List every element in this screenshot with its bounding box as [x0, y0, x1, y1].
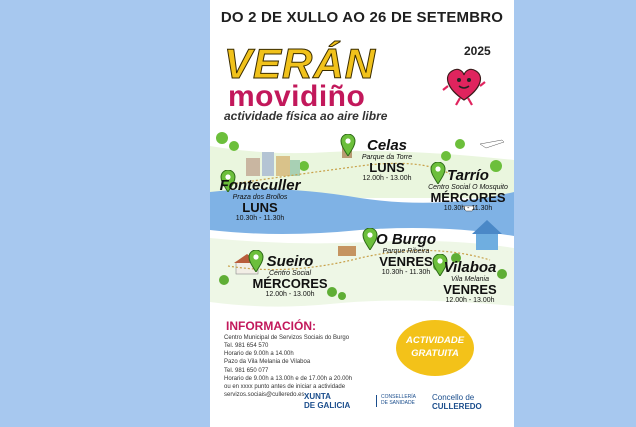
location-day: LUNS [242, 200, 278, 216]
location-time: 12.00h - 13.00h [265, 290, 315, 298]
location-place: Praza dos Brollos [232, 193, 288, 201]
title-movidino: movidiño [228, 80, 366, 113]
route-map [210, 126, 514, 320]
concello-logo [432, 393, 482, 411]
location-day: VENRES [379, 254, 433, 270]
info-line: Horario de 9.00h a 13.00h e de 17.00h a 20.00h [224, 375, 353, 382]
location-name: Tarrío [447, 167, 489, 184]
badge-line: ACTIVIDADE [405, 335, 465, 347]
logo-text: CONSELLERÍA [381, 394, 417, 400]
info-line: Tel. 981 654 570 [224, 343, 269, 350]
poster-subtitle: actividade física ao aire libre [224, 109, 388, 123]
logo-text: XUNTA [304, 392, 331, 401]
dates-heading: DO 2 DE XULLO AO 26 DE SETEMBRO [220, 9, 504, 26]
location-name: Fonteculler [219, 177, 301, 194]
info-line: ou en xxxx punto antes de iniciar a actividade [224, 383, 346, 390]
location-place: Parque Ribeira [382, 247, 430, 255]
location-name: Sueiro [266, 253, 314, 270]
location-day: VENRES [443, 282, 497, 298]
location-name: Celas [366, 137, 408, 154]
event-poster [210, 0, 514, 427]
logo-text: DE SANIDADE [381, 399, 415, 406]
location-day: LUNS [369, 160, 405, 176]
location-time: 10.30h - 11.30h [235, 214, 285, 222]
location-name: Vilaboa [443, 259, 497, 276]
info-line: Horario de 9.00h a 14.00h [224, 351, 294, 358]
location-sueiro [250, 254, 330, 298]
location-place: Parque da Torre [361, 153, 413, 161]
badge-line: GRATUITA [411, 348, 459, 359]
info-line: Centro Municipal de Servizos Sociais do Burgo [224, 335, 350, 342]
logo-text: DE GALICIA [304, 400, 351, 410]
info-title: INFORMACIÓN: [226, 319, 316, 333]
info-line: servizos.sociais@culleredo.es [224, 391, 305, 398]
location-place: Vila Melania [450, 275, 489, 283]
info-line: Pazo da Vila Melania de Vilaboa [224, 359, 311, 366]
free-activity-badge [396, 320, 474, 376]
location-vilaboa [428, 260, 512, 304]
year-label: 2025 [464, 44, 491, 58]
information-block [216, 318, 416, 399]
location-place: Centro Social [268, 269, 312, 277]
info-line: Tel. 981 650 077 [224, 367, 269, 374]
location-time: 10.30h - 11.30h [381, 268, 431, 276]
location-time: 10.30h - 11.30h [443, 204, 493, 212]
title-veran: VERÁN [224, 40, 377, 87]
location-fonteculler [212, 178, 308, 222]
xunta-logo [304, 393, 350, 411]
location-place: Centro Social O Mosquito [428, 183, 508, 191]
conselleria-logo [376, 395, 416, 407]
logo-text: Concello de [432, 393, 475, 402]
location-celas [348, 138, 426, 182]
running-heart-icon [442, 62, 486, 106]
sponsor-logos [304, 393, 514, 419]
location-time: 12.00h - 13.00h [445, 296, 495, 304]
location-day: MÉRCORES [430, 190, 506, 206]
location-tarrio [422, 168, 514, 212]
location-time: 12.00h - 13.00h [362, 174, 412, 182]
logo-text: CULLEREDO [432, 402, 482, 412]
location-day: MÉRCORES [252, 276, 328, 292]
location-name: O Burgo [376, 231, 436, 248]
